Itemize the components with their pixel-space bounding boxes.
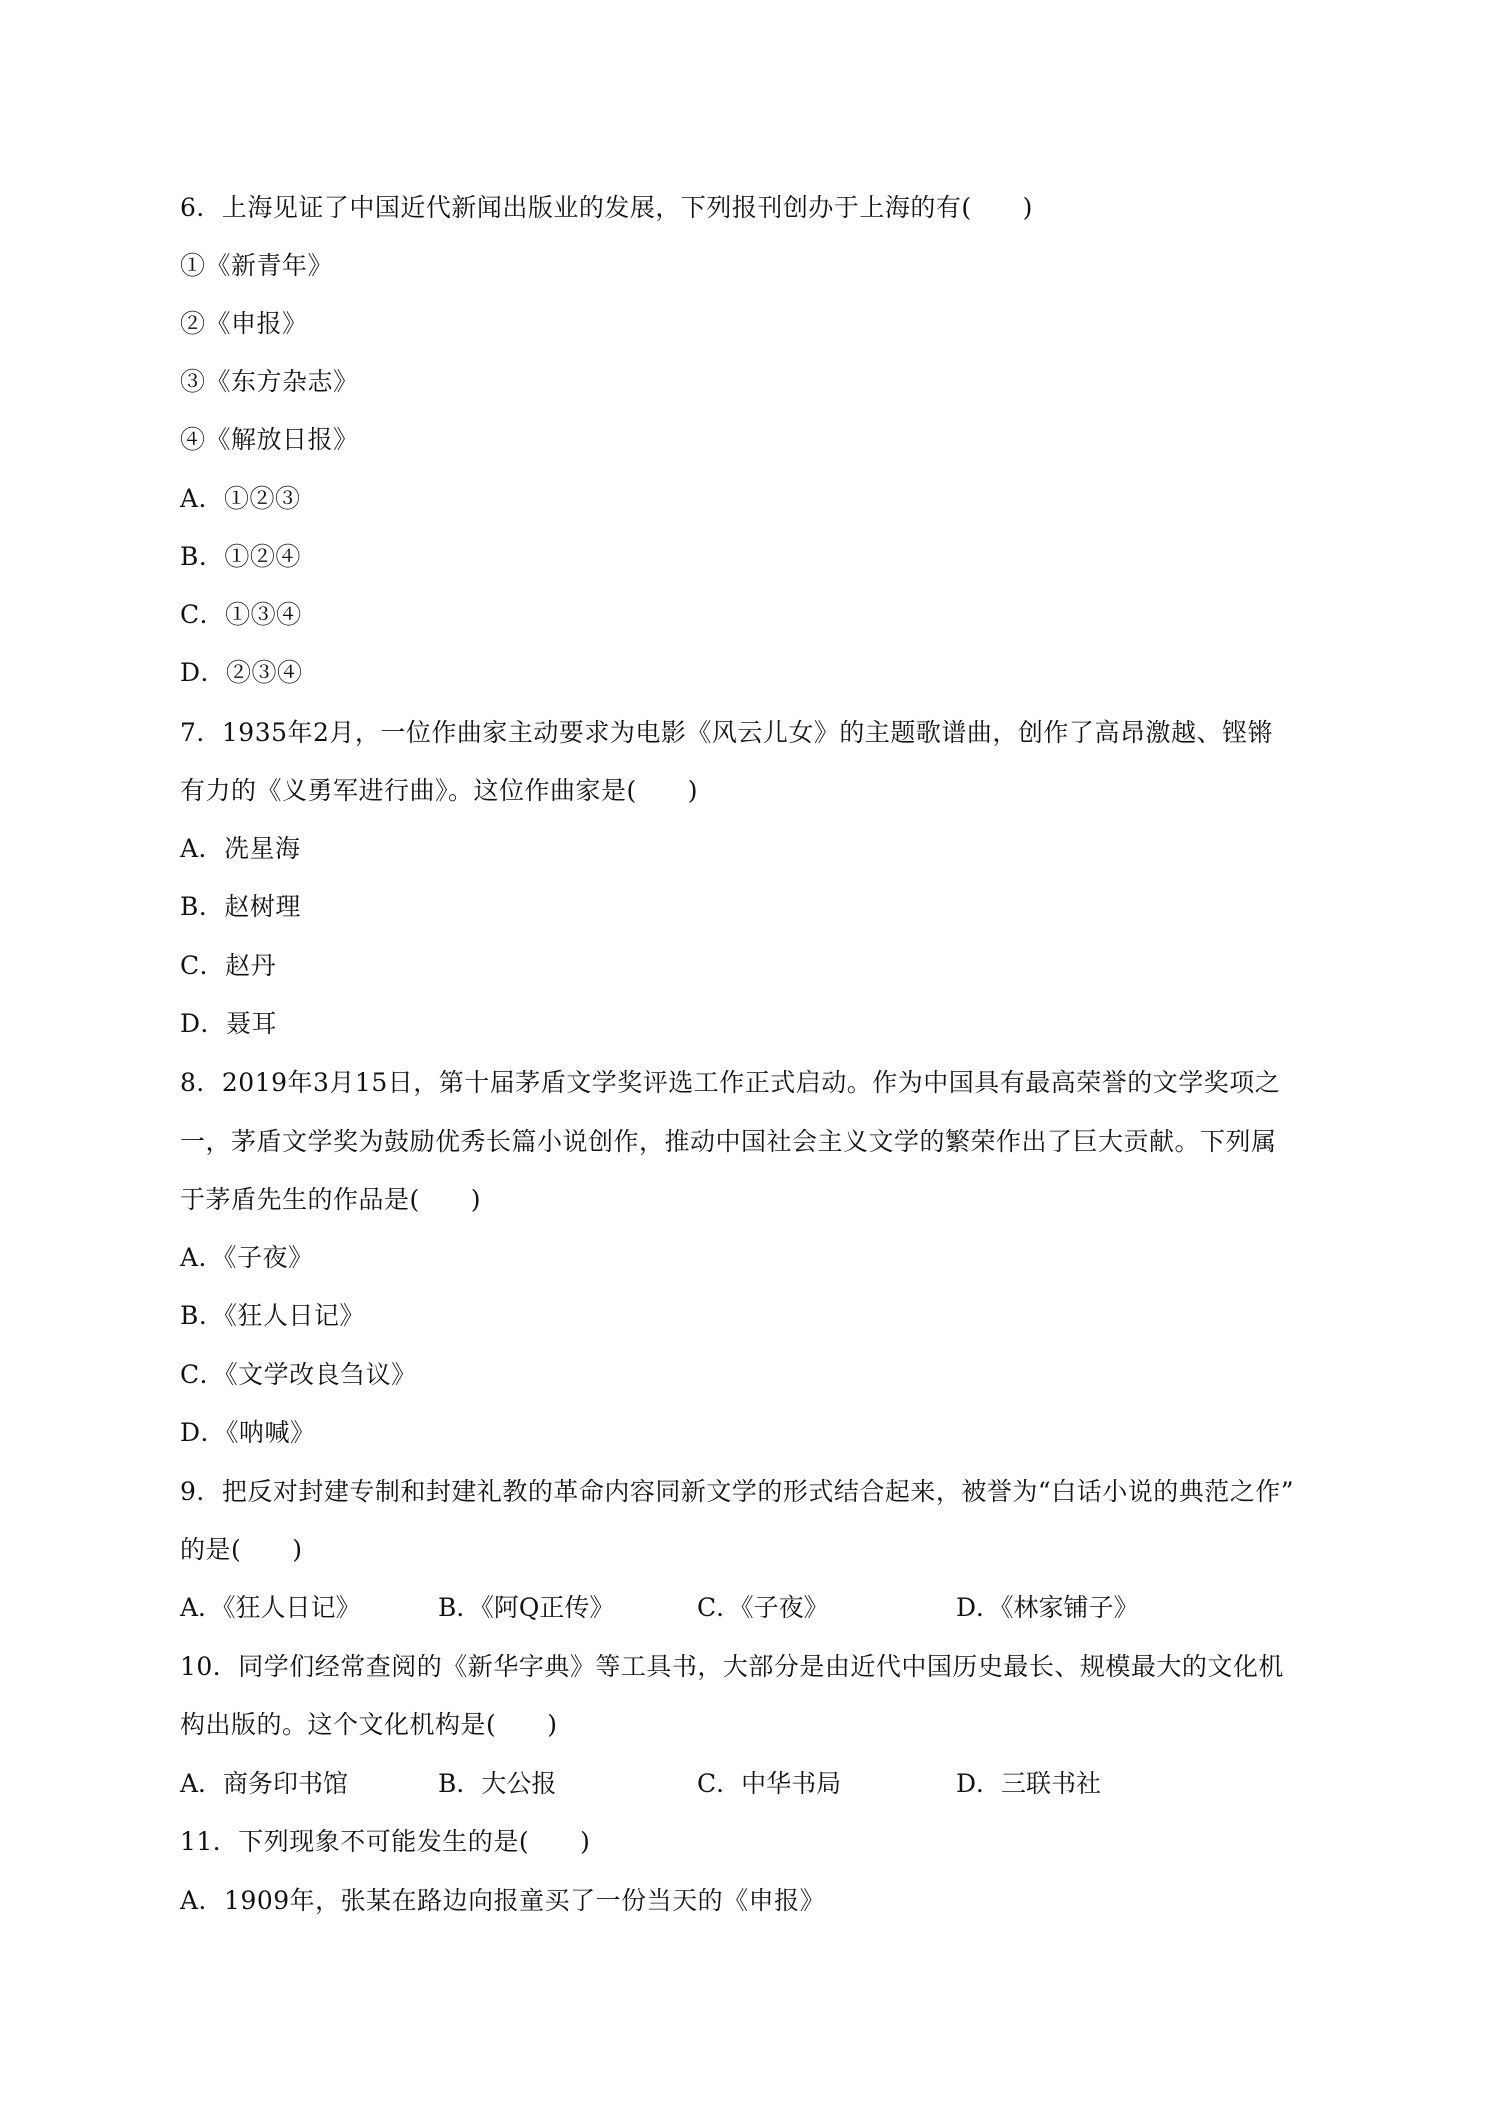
- question-8-option-b: B．《狂人日记》: [180, 1301, 365, 1330]
- question-6-item-3: ③《东方杂志》: [180, 367, 359, 396]
- question-6-item-1: ①《新青年》: [180, 251, 334, 280]
- question-10-stem-line-1: 10．同学们经常查阅的《新华字典》等工具书，大部分是由近代中国历史最长、规模最大的文化机: [180, 1652, 1284, 1681]
- question-9-stem-line-2: 的是( ): [180, 1535, 303, 1564]
- question-7-option-d: D．聂耳: [180, 1009, 278, 1038]
- question-7-option-b: B．赵树理: [180, 892, 301, 921]
- question-8-option-a: A．《子夜》: [180, 1243, 314, 1272]
- question-11-stem: 11．下列现象不可能发生的是( ): [180, 1827, 591, 1856]
- question-10-stem-line-2: 构出版的。这个文化机构是( ): [180, 1710, 558, 1739]
- question-10-option-d: D．三联书社: [956, 1769, 1102, 1798]
- question-7-stem-line-1: 7．1935年2月，一位作曲家主动要求为电影《风云儿女》的主题歌谱曲，创作了高昂激越、铿锵: [180, 718, 1273, 747]
- question-6-stem: 6．上海见证了中国近代新闻出版业的发展，下列报刊创办于上海的有( ): [180, 193, 1033, 222]
- question-8-stem-line-3: 于茅盾先生的作品是( ): [180, 1185, 482, 1214]
- question-9-stem-line-1: 9．把反对封建专制和封建礼教的革命内容同新文学的形式结合起来，被誉为“白话小说的典范之作”: [180, 1477, 1294, 1506]
- question-10-option-b: B．大公报: [438, 1769, 557, 1798]
- question-6-option-a: A．①②③: [180, 484, 301, 513]
- question-6-option-c: C．①③④: [180, 600, 302, 629]
- question-7-option-a: A．冼星海: [180, 834, 301, 863]
- question-6-item-2: ②《申报》: [180, 309, 308, 338]
- question-8-stem-line-1: 8．2019年3月15日，第十届茅盾文学奖评选工作正式启动。作为中国具有最高荣誉的文学奖项之: [180, 1068, 1281, 1097]
- question-10-option-c: C．中华书局: [697, 1769, 842, 1798]
- question-6-option-b: B．①②④: [180, 542, 301, 571]
- question-6-option-d: D．②③④: [180, 658, 303, 687]
- question-8-stem-line-2: 一，茅盾文学奖为鼓励优秀长篇小说创作，推动中国社会主义文学的繁荣作出了巨大贡献。下列属: [180, 1127, 1277, 1156]
- question-7-option-c: C．赵丹: [180, 951, 277, 980]
- question-9-option-a: A．《狂人日记》: [180, 1593, 361, 1622]
- question-9-option-b: B．《阿Q正传》: [438, 1593, 615, 1622]
- question-8-option-d: D．《呐喊》: [180, 1418, 316, 1447]
- question-9-option-c: C．《子夜》: [697, 1593, 829, 1622]
- question-9-option-d: D．《林家铺子》: [956, 1593, 1139, 1622]
- question-11-option-a: A．1909年，张某在路边向报童买了一份当天的《申报》: [180, 1886, 826, 1915]
- question-8-option-c: C．《文学改良刍议》: [180, 1360, 417, 1389]
- question-10-option-a: A．商务印书馆: [180, 1769, 349, 1798]
- question-6-item-4: ④《解放日报》: [180, 425, 359, 454]
- question-7-stem-line-2: 有力的《义勇军进行曲》。这位作曲家是( ): [180, 776, 699, 805]
